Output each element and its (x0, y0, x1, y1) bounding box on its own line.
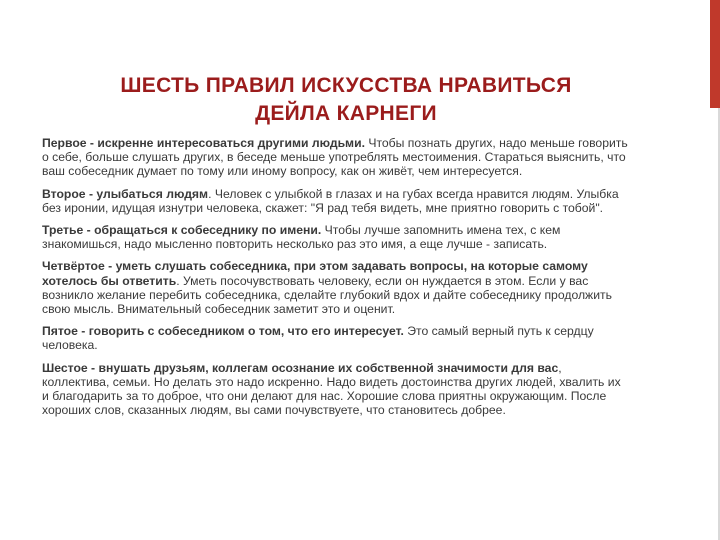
rule-4-text: . Уметь посочувствовать человеку, если он нуждается в этом. Если у вас возникло желание перебить собеседника, сделайте глубокий вдох и дайте собеседнику продолжить свою мысль. Внимательный собеседник заметит это и оценит. (42, 273, 612, 317)
rule-paragraph-2 (42, 187, 630, 215)
rule-6-text: , коллектива, семьи. Но делать это надо искренно. Надо видеть достоинства других людей, хвалить их и благодарить за то доброе, что они делают для нас. Хорошие слова приятны окружающим. После хороших слов, сказанных людям, вы сами почувствуете, что становитесь добрее. (42, 360, 621, 418)
rule-paragraph-3 (42, 223, 630, 251)
slide-title-line-1: ШЕСТЬ ПРАВИЛ ИСКУССТВА НРАВИТЬСЯ (120, 74, 572, 98)
rule-2-lead: Второе - улыбаться людям (42, 186, 209, 201)
rule-5-lead: Пятое - говорить с собеседником о том, что его интересует. (42, 324, 404, 339)
rule-5-text: Это самый верный путь к сердцу человека. (42, 324, 594, 353)
slide-title-line-2: ДЕЙЛА КАРНЕГИ (255, 102, 437, 126)
rule-2-text: . Человек с улыбкой в глазах и на губах всегда нравится людям. Улыбка без иронии, идущая изнутри человека, скажет: "Я рад тебя видеть, мне приятно говорить с тобой". (42, 186, 619, 215)
rule-3-text: Чтобы лучше запомнить имена тех, с кем знакомишься, надо мысленно повторить несколько раз это имя, а еще лучше - записать. (42, 223, 561, 252)
rule-1-text: Чтобы познать других, надо меньше говорить о себе, больше слушать других, в беседе меньше употреблять местоимения. Стараться выяснить, что ваш собеседник думает по тому или иному вопросу, как он живёт, чем интересуется. (42, 136, 628, 179)
rule-4-lead: Четвёртое - уметь слушать собеседника, при этом задавать вопросы, на которые самому хотелось бы ответить (42, 259, 588, 288)
rule-paragraph-5 (42, 324, 630, 352)
accent-bar (710, 0, 720, 108)
rule-1-lead: Первое - искренне интересоваться другими людьми. (42, 136, 365, 150)
rule-6-lead: Шестое - внушать друзьям, коллегам осознание их собственной значимости для вас (42, 360, 559, 375)
rule-paragraph-1 (42, 136, 630, 179)
rule-paragraph-4 (42, 259, 630, 316)
rule-3-lead: Третье - обращаться к собеседнику по имени. (42, 223, 322, 238)
slide-title (40, 72, 652, 128)
rule-paragraph-6 (42, 361, 630, 418)
rules-list (42, 136, 630, 425)
